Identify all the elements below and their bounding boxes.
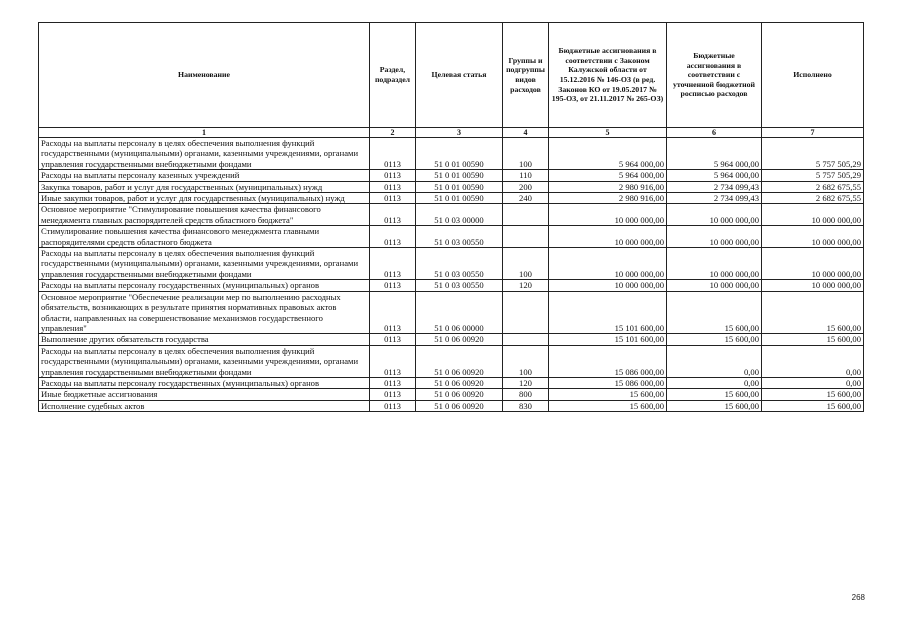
table-row — [39, 280, 864, 291]
row-executed-cell: 10 000 000,00 — [762, 204, 864, 226]
row-name-cell: Выполнение других обязательств государства — [39, 334, 370, 345]
row-refined-cell: 2 734 099,43 — [667, 181, 762, 192]
row-executed-cell: 15 600,00 — [762, 291, 864, 334]
header-budget-law: Бюджетные ассигнования в соответствии с Законом Калужской области от 15.12.2016 № 146-ОЗ (в ред. Законов КО от 19.05.2017 № 195-ОЗ, от 21.11.2017 № 265-ОЗ) — [549, 23, 667, 128]
row-name-cell: Стимулирование повышения качества финансового менеджмента главными распорядителями средств областного бюджета — [39, 226, 370, 248]
table-row — [39, 248, 864, 280]
row-section-cell: 0113 — [370, 138, 416, 170]
row-executed-cell: 15 600,00 — [762, 334, 864, 345]
row-name-cell: Основное мероприятие "Обеспечение реализации мер по выполнению расходных обязательств, возникающих в результате принятия нормативных правовых актов области, направленных на совершенствование механизмов государственного управления" — [39, 291, 370, 334]
row-executed-cell: 5 757 505,29 — [762, 138, 864, 170]
header-expense-type: Группы и подгруппы видов расходов — [503, 23, 549, 128]
row-budget-cell: 2 980 916,00 — [549, 193, 667, 204]
row-refined-cell: 5 964 000,00 — [667, 138, 762, 170]
row-refined-cell: 10 000 000,00 — [667, 226, 762, 248]
row-expense-type-cell: 110 — [503, 170, 549, 181]
row-refined-cell: 15 600,00 — [667, 389, 762, 400]
budget-execution-table — [38, 22, 864, 412]
table-row — [39, 334, 864, 345]
row-target-cell: 51 0 01 00590 — [416, 181, 503, 192]
column-number: 4 — [503, 128, 549, 138]
row-refined-cell: 15 600,00 — [667, 400, 762, 411]
header-name: Наименование — [39, 23, 370, 128]
row-target-cell: 51 0 06 00920 — [416, 400, 503, 411]
table-body — [39, 138, 864, 412]
row-target-cell: 51 0 06 00920 — [416, 345, 503, 377]
row-refined-cell: 2 734 099,43 — [667, 193, 762, 204]
column-number: 7 — [762, 128, 864, 138]
row-section-cell: 0113 — [370, 291, 416, 334]
row-refined-cell: 15 600,00 — [667, 291, 762, 334]
row-expense-type-cell: 120 — [503, 377, 549, 388]
row-section-cell: 0113 — [370, 334, 416, 345]
row-budget-cell: 15 600,00 — [549, 389, 667, 400]
row-target-cell: 51 0 03 00000 — [416, 204, 503, 226]
header-row — [39, 23, 864, 128]
row-budget-cell: 10 000 000,00 — [549, 226, 667, 248]
row-section-cell: 0113 — [370, 345, 416, 377]
row-budget-cell: 15 101 600,00 — [549, 291, 667, 334]
row-executed-cell: 0,00 — [762, 377, 864, 388]
row-budget-cell: 15 600,00 — [549, 400, 667, 411]
row-section-cell: 0113 — [370, 248, 416, 280]
row-name-cell: Расходы на выплаты персоналу государственных (муниципальных) органов — [39, 280, 370, 291]
row-name-cell: Закупка товаров, работ и услуг для государственных (муниципальных) нужд — [39, 181, 370, 192]
row-target-cell: 51 0 01 00590 — [416, 193, 503, 204]
row-target-cell: 51 0 06 00920 — [416, 334, 503, 345]
header-budget-refined: Бюджетные ассигнования в соответствии с уточненной бюджетной росписью расходов — [667, 23, 762, 128]
row-budget-cell: 10 000 000,00 — [549, 204, 667, 226]
row-executed-cell: 2 682 675,55 — [762, 193, 864, 204]
table-row — [39, 291, 864, 334]
page-number: 268 — [851, 593, 865, 602]
row-name-cell: Расходы на выплаты персоналу в целях обеспечения выполнения функций государственными (муниципальными) органами, казенными учреждениями, органами управления государственными внебюджетными фондами — [39, 248, 370, 280]
row-target-cell: 51 0 03 00550 — [416, 248, 503, 280]
row-budget-cell: 10 000 000,00 — [549, 280, 667, 291]
row-expense-type-cell — [503, 291, 549, 334]
row-expense-type-cell: 100 — [503, 138, 549, 170]
header-executed: Исполнено — [762, 23, 864, 128]
row-name-cell: Расходы на выплаты персоналу в целях обеспечения выполнения функций государственными (муниципальными) органами, казенными учреждениями, органами управления государственными внебюджетными фондами — [39, 345, 370, 377]
row-executed-cell: 10 000 000,00 — [762, 280, 864, 291]
row-budget-cell: 5 964 000,00 — [549, 170, 667, 181]
table-row — [39, 204, 864, 226]
row-name-cell: Расходы на выплаты персоналу казенных учреждений — [39, 170, 370, 181]
row-target-cell: 51 0 03 00550 — [416, 226, 503, 248]
row-name-cell: Расходы на выплаты персоналу в целях обеспечения выполнения функций государственными (муниципальными) органами, казенными учреждениями, органами управления государственными внебюджетными фондами — [39, 138, 370, 170]
row-refined-cell: 10 000 000,00 — [667, 280, 762, 291]
row-target-cell: 51 0 06 00920 — [416, 377, 503, 388]
row-expense-type-cell — [503, 226, 549, 248]
header-section: Раздел, подраздел — [370, 23, 416, 128]
column-number-row — [39, 128, 864, 138]
row-expense-type-cell: 240 — [503, 193, 549, 204]
row-section-cell: 0113 — [370, 170, 416, 181]
row-refined-cell: 0,00 — [667, 345, 762, 377]
row-executed-cell: 2 682 675,55 — [762, 181, 864, 192]
row-executed-cell: 5 757 505,29 — [762, 170, 864, 181]
row-section-cell: 0113 — [370, 181, 416, 192]
budget-table-sheet — [38, 22, 863, 412]
row-name-cell: Исполнение судебных актов — [39, 400, 370, 411]
row-executed-cell: 15 600,00 — [762, 400, 864, 411]
table-row — [39, 377, 864, 388]
column-number: 2 — [370, 128, 416, 138]
row-expense-type-cell — [503, 204, 549, 226]
row-target-cell: 51 0 03 00550 — [416, 280, 503, 291]
table-row — [39, 226, 864, 248]
row-expense-type-cell: 100 — [503, 248, 549, 280]
row-section-cell: 0113 — [370, 226, 416, 248]
row-refined-cell: 10 000 000,00 — [667, 248, 762, 280]
row-target-cell: 51 0 06 00920 — [416, 389, 503, 400]
row-section-cell: 0113 — [370, 400, 416, 411]
row-budget-cell: 2 980 916,00 — [549, 181, 667, 192]
row-section-cell: 0113 — [370, 193, 416, 204]
column-number: 3 — [416, 128, 503, 138]
column-number: 1 — [39, 128, 370, 138]
column-number: 6 — [667, 128, 762, 138]
row-target-cell: 51 0 01 00590 — [416, 138, 503, 170]
table-row — [39, 400, 864, 411]
row-section-cell: 0113 — [370, 389, 416, 400]
column-number: 5 — [549, 128, 667, 138]
row-section-cell: 0113 — [370, 280, 416, 291]
row-section-cell: 0113 — [370, 204, 416, 226]
row-target-cell: 51 0 01 00590 — [416, 170, 503, 181]
row-refined-cell: 10 000 000,00 — [667, 204, 762, 226]
row-budget-cell: 10 000 000,00 — [549, 248, 667, 280]
row-expense-type-cell: 830 — [503, 400, 549, 411]
row-refined-cell: 0,00 — [667, 377, 762, 388]
row-executed-cell: 15 600,00 — [762, 389, 864, 400]
table-row — [39, 193, 864, 204]
row-expense-type-cell: 800 — [503, 389, 549, 400]
row-expense-type-cell — [503, 334, 549, 345]
table-row — [39, 389, 864, 400]
table-row — [39, 138, 864, 170]
row-name-cell: Иные закупки товаров, работ и услуг для государственных (муниципальных) нужд — [39, 193, 370, 204]
row-expense-type-cell: 100 — [503, 345, 549, 377]
row-name-cell: Расходы на выплаты персоналу государственных (муниципальных) органов — [39, 377, 370, 388]
row-executed-cell: 10 000 000,00 — [762, 248, 864, 280]
row-section-cell: 0113 — [370, 377, 416, 388]
row-budget-cell: 15 086 000,00 — [549, 345, 667, 377]
table-row — [39, 170, 864, 181]
row-refined-cell: 5 964 000,00 — [667, 170, 762, 181]
row-target-cell: 51 0 06 00000 — [416, 291, 503, 334]
header-target: Целевая статья — [416, 23, 503, 128]
row-executed-cell: 10 000 000,00 — [762, 226, 864, 248]
row-name-cell: Основное мероприятие "Стимулирование повышения качества финансового менеджмента главных распорядителей средств областного бюджета" — [39, 204, 370, 226]
row-expense-type-cell: 200 — [503, 181, 549, 192]
row-name-cell: Иные бюджетные ассигнования — [39, 389, 370, 400]
row-refined-cell: 15 600,00 — [667, 334, 762, 345]
row-executed-cell: 0,00 — [762, 345, 864, 377]
row-expense-type-cell: 120 — [503, 280, 549, 291]
table-row — [39, 181, 864, 192]
row-budget-cell: 15 101 600,00 — [549, 334, 667, 345]
row-budget-cell: 15 086 000,00 — [549, 377, 667, 388]
row-budget-cell: 5 964 000,00 — [549, 138, 667, 170]
table-row — [39, 345, 864, 377]
